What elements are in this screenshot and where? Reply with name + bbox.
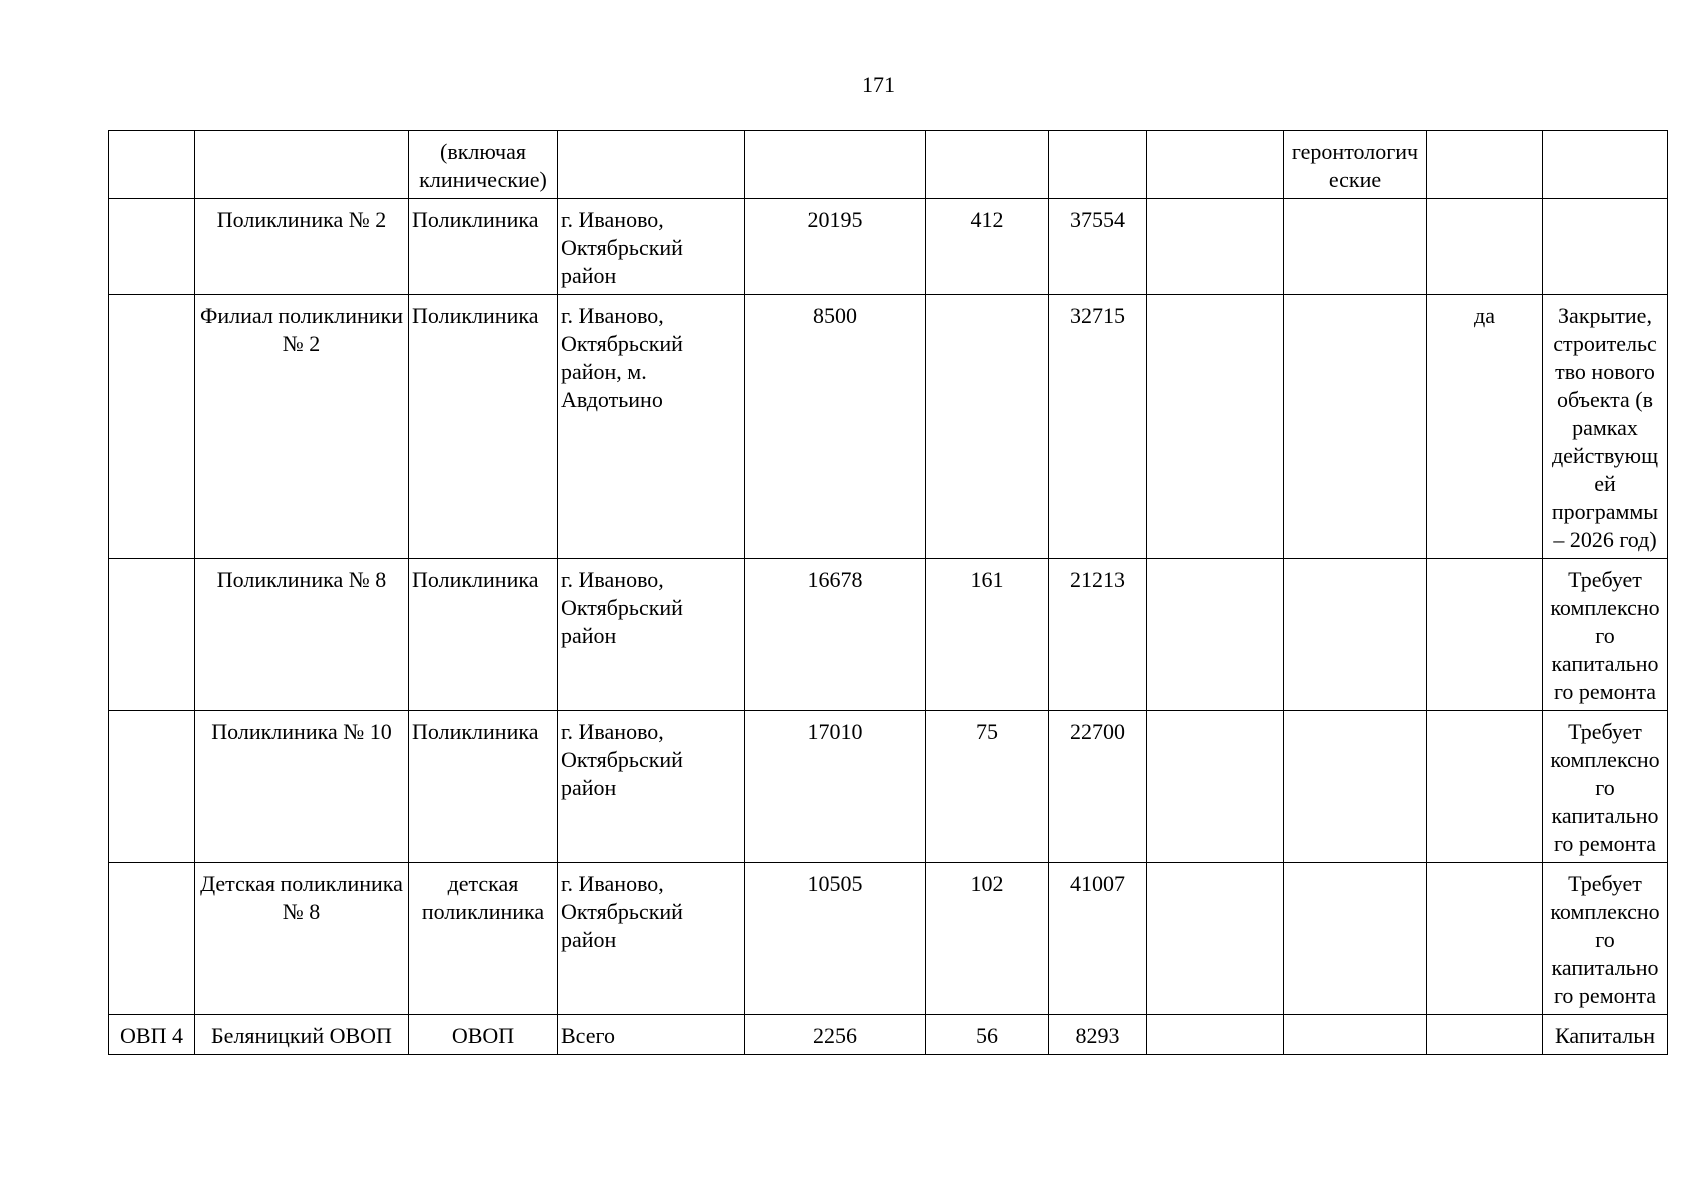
table-cell: геронтологич еские xyxy=(1284,131,1427,199)
table-cell: 21213 xyxy=(1049,559,1147,711)
table-cell xyxy=(1427,199,1543,295)
table-cell: 102 xyxy=(926,863,1049,1015)
table-cell: 17010 xyxy=(745,711,926,863)
table-cell xyxy=(926,131,1049,199)
table-cell: 161 xyxy=(926,559,1049,711)
table-row xyxy=(109,295,1668,559)
table-cell: ОВП 4 xyxy=(109,1015,195,1055)
table-cell: Филиал поликлиники № 2 xyxy=(195,295,409,559)
table-row xyxy=(109,559,1668,711)
table-cell: ОВОП xyxy=(409,1015,558,1055)
table-cell: Детская поликлиника № 8 xyxy=(195,863,409,1015)
table-cell: 2256 xyxy=(745,1015,926,1055)
table-cell xyxy=(1543,131,1668,199)
table-body xyxy=(109,131,1668,1055)
table-cell xyxy=(1147,559,1284,711)
table-cell: Поликлиника № 8 xyxy=(195,559,409,711)
table-cell: детская поликлиника xyxy=(409,863,558,1015)
table-cell: 56 xyxy=(926,1015,1049,1055)
table-cell: Поликлиника xyxy=(409,295,558,559)
table-cell: Всего xyxy=(558,1015,745,1055)
table-cell: г. Иваново, Октябрьский район, м. Авдотьино xyxy=(558,295,745,559)
table-cell: Требует комплексно го капитально го ремонта xyxy=(1543,863,1668,1015)
table-cell xyxy=(109,559,195,711)
table-cell: 41007 xyxy=(1049,863,1147,1015)
table-cell xyxy=(1427,711,1543,863)
table-cell xyxy=(1049,131,1147,199)
table-row xyxy=(109,1015,1668,1055)
table-cell xyxy=(1427,1015,1543,1055)
table-cell: 37554 xyxy=(1049,199,1147,295)
table-row xyxy=(109,131,1668,199)
table-cell: Поликлиника xyxy=(409,199,558,295)
table-cell: 8500 xyxy=(745,295,926,559)
table-cell: Требует комплексно го капитально го ремонта xyxy=(1543,711,1668,863)
table-cell: Поликлиника xyxy=(409,559,558,711)
table-cell xyxy=(1284,863,1427,1015)
table-cell xyxy=(745,131,926,199)
table-cell xyxy=(109,295,195,559)
table-cell: г. Иваново, Октябрьский район xyxy=(558,711,745,863)
table-cell: г. Иваново, Октябрьский район xyxy=(558,199,745,295)
table-cell: Закрытие, строительс тво нового объекта (в рамках действующ ей программы – 2026 год) xyxy=(1543,295,1668,559)
table-cell: 22700 xyxy=(1049,711,1147,863)
table-row xyxy=(109,199,1668,295)
table-cell: 8293 xyxy=(1049,1015,1147,1055)
table-row xyxy=(109,863,1668,1015)
table-cell xyxy=(1147,131,1284,199)
table-cell xyxy=(1147,711,1284,863)
table-cell xyxy=(1427,131,1543,199)
table-cell: 75 xyxy=(926,711,1049,863)
table-cell: 412 xyxy=(926,199,1049,295)
table-cell: Поликлиника № 10 xyxy=(195,711,409,863)
table-cell xyxy=(109,131,195,199)
table-cell xyxy=(1147,295,1284,559)
table-cell xyxy=(1147,1015,1284,1055)
table-cell: 16678 xyxy=(745,559,926,711)
table-cell xyxy=(1284,711,1427,863)
table-cell xyxy=(1147,863,1284,1015)
table-cell: г. Иваново, Октябрьский район xyxy=(558,863,745,1015)
table-cell xyxy=(1427,559,1543,711)
table-cell xyxy=(926,295,1049,559)
table-cell: Капитальн xyxy=(1543,1015,1668,1055)
table-cell xyxy=(1284,199,1427,295)
table-cell xyxy=(195,131,409,199)
table-cell: Поликлиника xyxy=(409,711,558,863)
table-cell xyxy=(109,711,195,863)
table-cell: (включая клинические) xyxy=(409,131,558,199)
table-cell xyxy=(1543,199,1668,295)
table-cell: да xyxy=(1427,295,1543,559)
facilities-table xyxy=(108,130,1668,1055)
table-cell xyxy=(1284,295,1427,559)
table-cell xyxy=(1427,863,1543,1015)
table-cell: 32715 xyxy=(1049,295,1147,559)
table-cell xyxy=(109,199,195,295)
table-cell xyxy=(109,863,195,1015)
table-row xyxy=(109,711,1668,863)
table-cell: Поликлиника № 2 xyxy=(195,199,409,295)
table-cell xyxy=(1284,559,1427,711)
table-cell xyxy=(1147,199,1284,295)
page-number: 171 xyxy=(862,72,895,97)
table-cell: 20195 xyxy=(745,199,926,295)
table-cell: г. Иваново, Октябрьский район xyxy=(558,559,745,711)
table-cell: Беляницкий ОВОП xyxy=(195,1015,409,1055)
table-cell: Требует комплексно го капитально го ремонта xyxy=(1543,559,1668,711)
table-cell xyxy=(1284,1015,1427,1055)
table-cell xyxy=(558,131,745,199)
table-cell: 10505 xyxy=(745,863,926,1015)
